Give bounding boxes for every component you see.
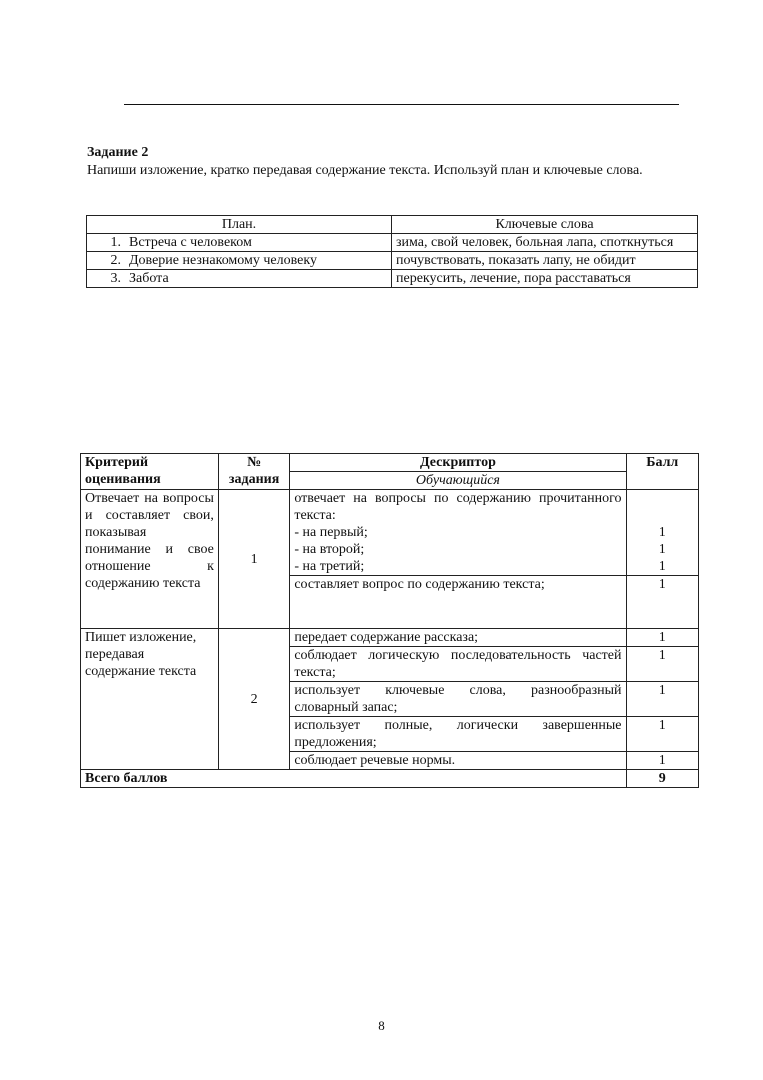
descriptor-item: - на второй; xyxy=(294,542,365,557)
score-header: Балл xyxy=(626,454,698,490)
total-score: 9 xyxy=(626,770,698,788)
descriptor-cell: составляет вопрос по содержанию текста; xyxy=(290,576,626,629)
plan-row xyxy=(87,234,698,252)
criteria-row xyxy=(81,490,699,576)
score-cell: 1 xyxy=(626,682,698,717)
plan-row xyxy=(87,252,698,270)
score-cell: 1 xyxy=(626,629,698,647)
keywords-header: Ключевые слова xyxy=(392,216,698,234)
plan-keywords: почувствовать, показать лапу, не обидит xyxy=(392,252,698,270)
criteria-row xyxy=(81,629,699,647)
plan-row-number: 2. xyxy=(110,253,121,268)
score-cell: 1 xyxy=(626,576,698,629)
score-cell: 1 xyxy=(626,752,698,770)
task-instruction: Напиши изложение, кратко передавая содержание текста. Используй план и ключевые слова. xyxy=(87,163,643,178)
descriptor-cell: соблюдает логическую последовательность частей текста; xyxy=(290,647,626,682)
criteria-table xyxy=(80,453,699,788)
plan-item: Забота xyxy=(129,271,169,286)
plan-keywords: зима, свой человек, больная лапа, споткнуться xyxy=(392,234,698,252)
criterion-cell: Пишет изложение, передавая содержание текста xyxy=(81,629,219,770)
plan-table xyxy=(86,215,698,288)
score-value: 1 xyxy=(658,525,666,540)
plan-item: Доверие незнакомому человеку xyxy=(129,253,317,268)
descriptor-subheader: Обучающийся xyxy=(290,472,626,490)
score-cell xyxy=(626,490,698,576)
score-cell: 1 xyxy=(626,647,698,682)
plan-keywords: перекусить, лечение, пора расставаться xyxy=(392,270,698,288)
task-number-cell: 1 xyxy=(218,490,289,629)
top-rule xyxy=(124,104,679,105)
criteria-header-row xyxy=(81,454,699,472)
score-value: 1 xyxy=(658,542,666,557)
score-value: 1 xyxy=(658,559,666,574)
descriptor-cell: использует полные, логически завершенные предложения; xyxy=(290,717,626,752)
score-cell: 1 xyxy=(626,717,698,752)
total-label: Всего баллов xyxy=(81,770,627,788)
descriptor-item: - на первый; xyxy=(294,525,368,540)
plan-item: Встреча с человеком xyxy=(129,235,252,250)
plan-row-number: 1. xyxy=(110,235,121,250)
task-title: Задание 2 xyxy=(87,145,149,160)
descriptor-cell: передает содержание рассказа; xyxy=(290,629,626,647)
criterion-cell: Отвечает на вопросы и составляет свои, показывая понимание и свое отношение к содержанию текста xyxy=(81,490,219,629)
descriptor-cell: использует ключевые слова, разнообразный словарный запас; xyxy=(290,682,626,717)
plan-header: План. xyxy=(87,216,392,234)
descriptor-header: Дескриптор xyxy=(290,454,626,472)
descriptor-cell xyxy=(290,490,626,576)
task-number-header: № задания xyxy=(218,454,289,490)
descriptor-intro: отвечает на вопросы по содержанию прочитанного текста: xyxy=(294,491,622,523)
plan-row xyxy=(87,270,698,288)
descriptor-item: - на третий; xyxy=(294,559,365,574)
plan-row-number: 3. xyxy=(110,271,121,286)
page-number: 8 xyxy=(378,1018,385,1033)
plan-header-row xyxy=(87,216,698,234)
criterion-header: Критерий оценивания xyxy=(81,454,219,490)
descriptor-cell: соблюдает речевые нормы. xyxy=(290,752,626,770)
total-row xyxy=(81,770,699,788)
task-number-cell: 2 xyxy=(218,629,289,770)
